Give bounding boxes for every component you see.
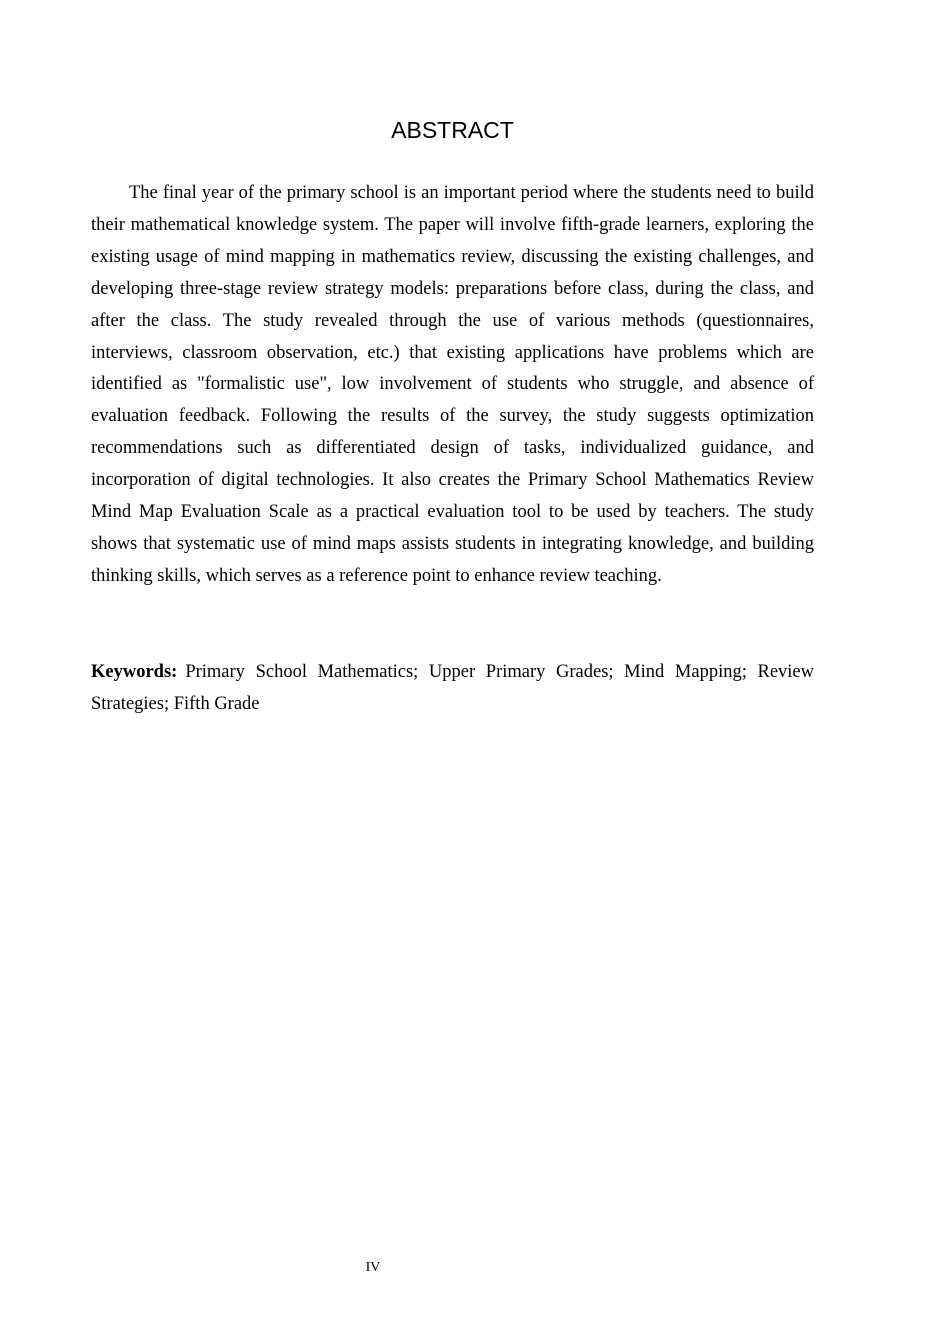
- keywords-text: Primary School Mathematics; Upper Primary Grades; Mind Mapping; Review Strategies; Fifth Grade: [91, 662, 814, 714]
- keywords-line: [91, 656, 814, 720]
- abstract-title: ABSTRACT: [391, 117, 514, 143]
- abstract-paragraph: The final year of the primary school is an important period where the students need to build their mathematical knowledge system. The paper will involve fifth-grade learners, exploring the existing usage of mind mapping in mathematics review, discussing the existing challenges, and developing three-stage review strategy models: preparations before class, during the class, and after the class. The study revealed through the use of various methods (questionnaires, interviews, classroom observation, etc.) that existing applications have problems which are identified as "formalistic use", low involvement of students who struggle, and absence of evaluation feedback. Following the results of the survey, the study suggests optimization recommendations such as differentiated design of tasks, individualized guidance, and incorporation of digital technologies. It also creates the Primary School Mathematics Review Mind Map Evaluation Scale as a practical evaluation tool to be used by teachers. The study shows that systematic use of mind maps assists students in integrating knowledge, and building thinking skills, which serves as a reference point to enhance review teaching.: [91, 183, 814, 586]
- page-number: IV: [365, 1260, 381, 1275]
- keywords-label: Keywords:: [91, 662, 178, 682]
